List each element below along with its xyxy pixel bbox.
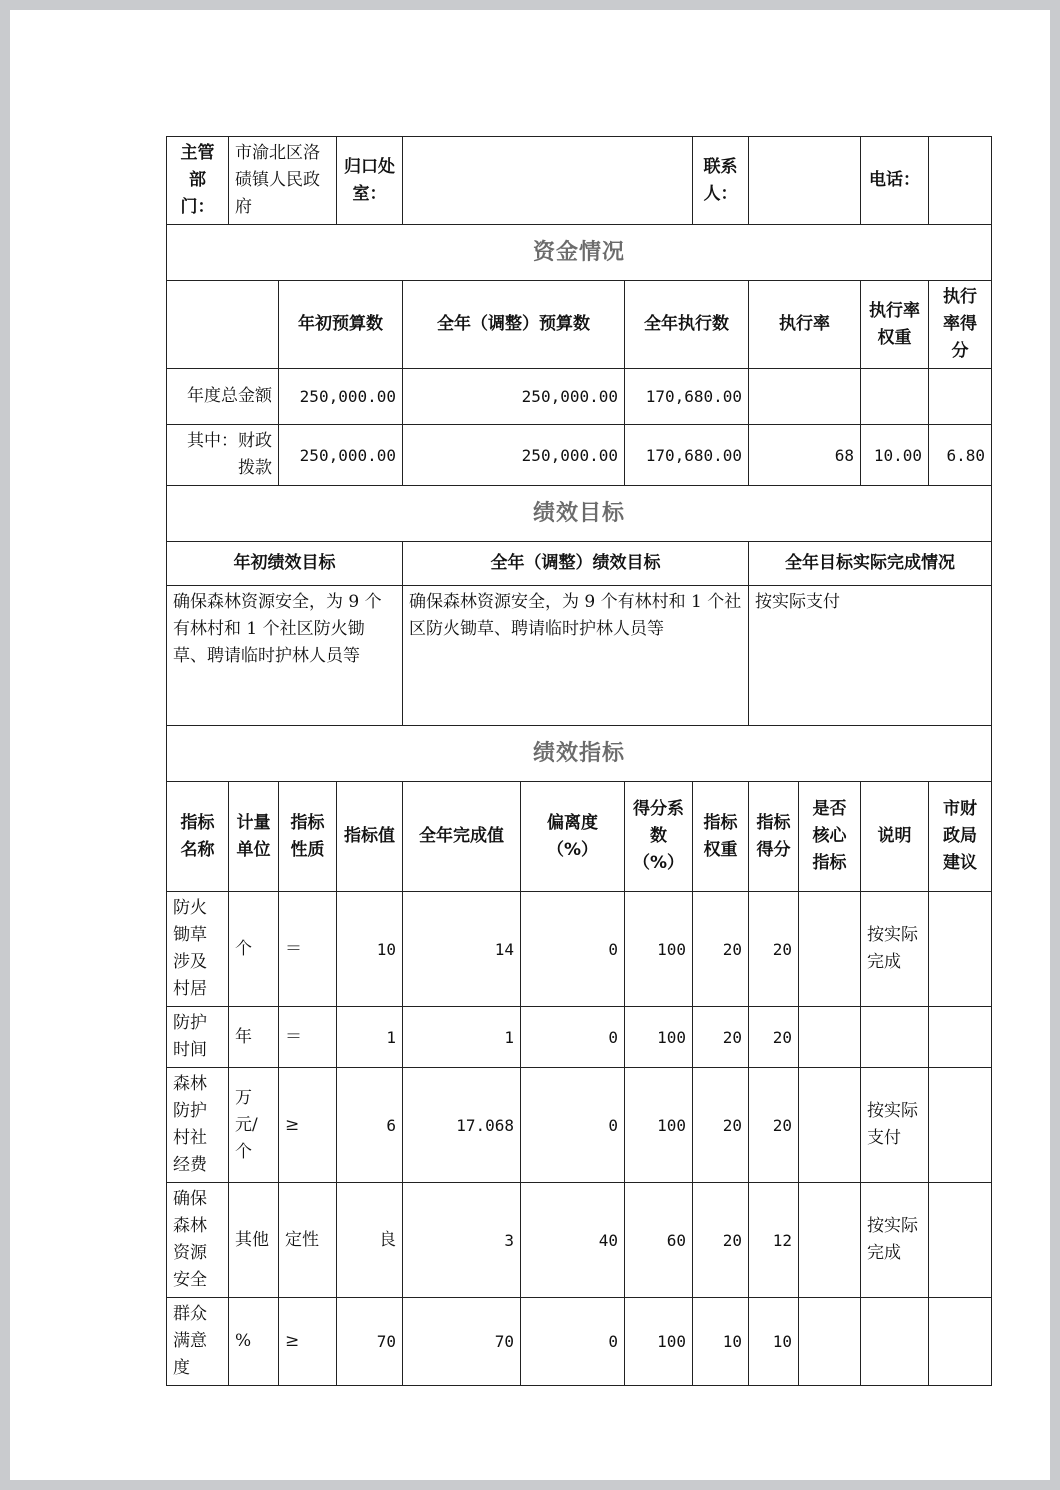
office-value [403,137,693,225]
funds-col-initial: 年初预算数 [279,281,403,369]
goals-section-row [167,486,992,542]
ind-target: 70 [337,1298,403,1386]
funds-col-score: 执行率得分 [929,281,992,369]
funds-weight: 10.00 [861,425,929,486]
ind-score: 20 [749,1068,799,1183]
ind-name: 群众满意度 [167,1298,229,1386]
funds-row-total [167,369,992,425]
ind-score: 10 [749,1298,799,1386]
ind-coef: 100 [625,892,693,1007]
ind-actual: 1 [403,1007,521,1068]
funds-col-adjusted: 全年（调整）预算数 [403,281,625,369]
funds-executed: 170,680.00 [625,369,749,425]
ind-deviation: 0 [521,1007,625,1068]
ind-col-nature: 指标性质 [279,782,337,892]
ind-nature: ≥ [279,1298,337,1386]
funds-col-executed: 全年执行数 [625,281,749,369]
ind-deviation: 0 [521,1298,625,1386]
header-row [167,137,992,225]
performance-table [166,136,992,1386]
funds-row-label: 年度总金额 [167,369,279,425]
ind-core [799,1007,861,1068]
table-row [167,1007,992,1068]
ind-col-deviation: 偏离度（%） [521,782,625,892]
ind-core [799,1068,861,1183]
ind-name: 森林防护村社经费 [167,1068,229,1183]
contact-value [749,137,861,225]
ind-unit: 万元/个 [229,1068,279,1183]
ind-weight: 20 [693,1183,749,1298]
ind-deviation: 40 [521,1183,625,1298]
ind-col-coef: 得分系数（%） [625,782,693,892]
ind-weight: 20 [693,1068,749,1183]
ind-advice [929,1007,992,1068]
ind-col-core: 是否核心指标 [799,782,861,892]
office-label: 归口处室： [337,137,403,225]
ind-note [861,1298,929,1386]
funds-score: 6.80 [929,425,992,486]
funds-initial: 250,000.00 [279,369,403,425]
funds-title: 资金情况 [167,225,992,281]
ind-target: 10 [337,892,403,1007]
ind-name: 确保森林资源安全 [167,1183,229,1298]
ind-col-score: 指标得分 [749,782,799,892]
ind-actual: 14 [403,892,521,1007]
ind-core [799,892,861,1007]
ind-coef: 100 [625,1007,693,1068]
ind-advice [929,892,992,1007]
ind-coef: 100 [625,1298,693,1386]
ind-note: 按实际完成 [861,1183,929,1298]
funds-rate: 68 [749,425,861,486]
indicators-title: 绩效指标 [167,726,992,782]
ind-weight: 20 [693,1007,749,1068]
ind-note [861,1007,929,1068]
contact-label: 联系人： [693,137,749,225]
ind-weight: 10 [693,1298,749,1386]
document-page [10,10,1050,1480]
funds-adjusted: 250,000.00 [403,369,625,425]
ind-target: 1 [337,1007,403,1068]
ind-score: 12 [749,1183,799,1298]
ind-weight: 20 [693,892,749,1007]
funds-row-fiscal [167,425,992,486]
ind-note: 按实际完成 [861,892,929,1007]
dept-value: 市渝北区洛碛镇人民政府 [229,137,337,225]
ind-nature: 定性 [279,1183,337,1298]
funds-weight [861,369,929,425]
funds-rate [749,369,861,425]
funds-col-rate: 执行率 [749,281,861,369]
ind-col-advice: 市财政局建议 [929,782,992,892]
goals-col-initial: 年初绩效目标 [167,542,403,586]
ind-advice [929,1298,992,1386]
phone-label: 电话： [861,137,929,225]
ind-nature: ≥ [279,1068,337,1183]
funds-row-label: 其中：财政拨款 [167,425,279,486]
ind-unit: 年 [229,1007,279,1068]
table-row [167,1183,992,1298]
goals-title: 绩效目标 [167,486,992,542]
ind-col-note: 说明 [861,782,929,892]
ind-deviation: 0 [521,1068,625,1183]
ind-actual: 17.068 [403,1068,521,1183]
ind-core [799,1183,861,1298]
funds-initial: 250,000.00 [279,425,403,486]
funds-score [929,369,992,425]
ind-col-name: 指标名称 [167,782,229,892]
table-row [167,1298,992,1386]
indicators-header-row [167,782,992,892]
funds-col-weight: 执行率权重 [861,281,929,369]
goals-col-actual: 全年目标实际完成情况 [749,542,992,586]
goals-actual-text: 按实际支付 [749,586,992,726]
ind-deviation: 0 [521,892,625,1007]
goals-content-row [167,586,992,726]
table-row [167,892,992,1007]
ind-target: 良 [337,1183,403,1298]
phone-value [929,137,992,225]
funds-executed: 170,680.00 [625,425,749,486]
goals-initial-text: 确保森林资源安全，为 9 个有林村和 1 个社区防火锄草、聘请临时护林人员等 [167,586,403,726]
ind-advice [929,1068,992,1183]
goals-adjusted-text: 确保森林资源安全，为 9 个有林村和 1 个社区防火锄草、聘请临时护林人员等 [403,586,749,726]
ind-unit: 其他 [229,1183,279,1298]
ind-unit: % [229,1298,279,1386]
ind-unit: 个 [229,892,279,1007]
ind-nature: ＝ [279,892,337,1007]
ind-advice [929,1183,992,1298]
indicators-section-row [167,726,992,782]
ind-coef: 100 [625,1068,693,1183]
ind-actual: 70 [403,1298,521,1386]
funds-section-row [167,225,992,281]
ind-score: 20 [749,892,799,1007]
table-row [167,1068,992,1183]
ind-col-actual: 全年完成值 [403,782,521,892]
ind-col-target: 指标值 [337,782,403,892]
funds-header-row [167,281,992,369]
ind-nature: ＝ [279,1007,337,1068]
ind-coef: 60 [625,1183,693,1298]
ind-core [799,1298,861,1386]
ind-col-unit: 计量单位 [229,782,279,892]
ind-target: 6 [337,1068,403,1183]
goals-col-adjusted: 全年（调整）绩效目标 [403,542,749,586]
dept-label: 主管部门： [167,137,229,225]
funds-adjusted: 250,000.00 [403,425,625,486]
ind-actual: 3 [403,1183,521,1298]
goals-header-row [167,542,992,586]
ind-name: 防护时间 [167,1007,229,1068]
ind-col-weight: 指标权重 [693,782,749,892]
ind-note: 按实际支付 [861,1068,929,1183]
funds-col-0 [167,281,279,369]
ind-score: 20 [749,1007,799,1068]
ind-name: 防火锄草涉及村居 [167,892,229,1007]
